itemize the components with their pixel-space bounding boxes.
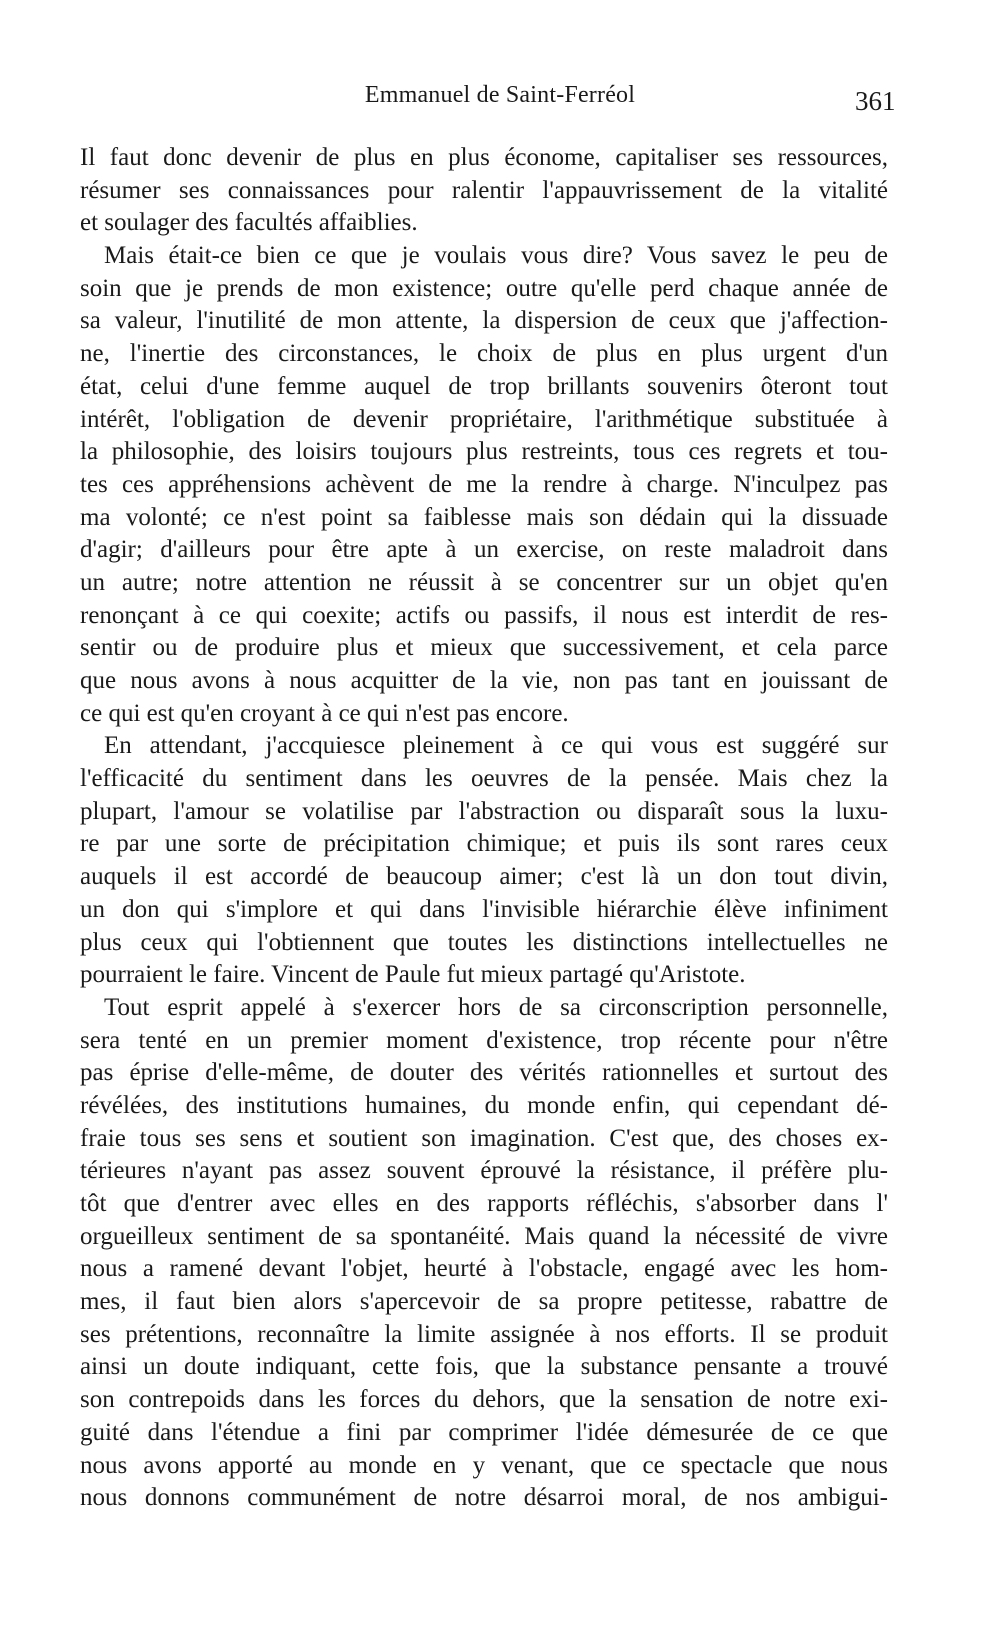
text-line: tes ces appréhensions achèvent de me la rendre à charge. N'inculpez pas: [80, 470, 888, 498]
text-line: pas éprise d'elle-même, de douter des vérités rationnelles et surtout des: [80, 1059, 888, 1087]
text-line: mes, il faut bien alors s'apercevoir de sa propre petitesse, rabattre de: [80, 1288, 888, 1316]
text-line: son contrepoids dans les forces du dehors, que la sensation de notre exi-: [80, 1386, 888, 1414]
text-line: pourraient le faire. Vincent de Paule fut mieux partagé qu'Aristote.: [80, 961, 746, 989]
text-line: d'agir; d'ailleurs pour être apte à un exercise, on reste maladroit dans: [80, 536, 888, 564]
text-line: révélées, des institutions humaines, du monde enfin, qui cependant dé-: [80, 1091, 888, 1119]
body-text: [80, 142, 888, 1515]
text-line: re par une sorte de précipitation chimique; et puis ils sont rares ceux: [80, 830, 888, 858]
running-head: [0, 82, 1000, 118]
text-line: Tout esprit appelé à s'exercer hors de sa circonscription personnelle,: [104, 993, 888, 1021]
text-line: sentir ou de produire plus et mieux que successivement, et cela parce: [80, 634, 888, 662]
text-line: tôt que d'entrer avec elles en des rapports réfléchis, s'absorber dans l': [80, 1190, 888, 1217]
text-line: En attendant, j'accquiesce pleinement à ce qui vous est suggéré sur: [104, 732, 888, 760]
text-line: sera tenté en un premier moment d'existence, trop récente pour n'être: [80, 1026, 888, 1054]
text-line: que nous avons à nous acquitter de la vie, non pas tant en jouissant de: [80, 667, 888, 694]
text-line: térieures n'ayant pas assez souvent éprouvé la résistance, il préfère plu-: [80, 1157, 888, 1185]
text-line: ce qui est qu'en croyant à ce qui n'est pas encore.: [80, 699, 569, 727]
text-line: Mais était-ce bien ce que je voulais vous dire? Vous savez le peu de: [104, 242, 888, 270]
text-line: un don qui s'implore et qui dans l'invisible hiérarchie élève infiniment: [80, 895, 888, 923]
page-number: 361: [855, 86, 896, 116]
text-line: nous a ramené devant l'objet, heurté à l'obstacle, engagé avec les hom-: [80, 1255, 888, 1283]
text-line: ma volonté; ce n'est point sa faiblesse mais son dédain qui la dissuade: [80, 503, 888, 531]
text-line: nous avons apporté au monde en y venant, que ce spectacle que nous: [80, 1451, 888, 1479]
text-line: sa valeur, l'inutilité de mon attente, la dispersion de ceux que j'affection-: [80, 307, 888, 335]
text-line: fraie tous ses sens et soutient son imagination. C'est que, des choses ex-: [80, 1124, 888, 1152]
text-line: plus ceux qui l'obtiennent que toutes les distinctions intellectuelles ne: [80, 928, 888, 956]
text-line: soin que je prends de mon existence; outre qu'elle perd chaque année de: [80, 274, 888, 302]
text-line: résumer ses connaissances pour ralentir l'appauvrissement de la vitalité: [80, 176, 888, 204]
text-line: état, celui d'une femme auquel de trop brillants souvenirs ôteront tout: [80, 372, 888, 400]
text-line: orgueilleux sentiment de sa spontanéité. Mais quand la nécessité de vivre: [80, 1222, 888, 1250]
text-line: la philosophie, des loisirs toujours plus restreints, tous ces regrets et tou-: [80, 438, 888, 466]
text-line: l'efficacité du sentiment dans les oeuvres de la pensée. Mais chez la: [80, 765, 888, 793]
text-line: un autre; notre attention ne réussit à se concentrer sur un objet qu'en: [80, 568, 888, 596]
text-line: et soulager des facultés affaiblies.: [80, 209, 418, 237]
text-line: nous donnons communément de notre désarroi moral, de nos ambigui-: [80, 1484, 888, 1512]
text-line: intérêt, l'obligation de devenir propriétaire, l'arithmétique substituée à: [80, 405, 888, 433]
text-line: guité dans l'étendue a fini par comprimer l'idée démesurée de ce que: [80, 1418, 888, 1446]
text-line: ses prétentions, reconnaître la limite assignée à nos efforts. Il se produit: [80, 1320, 888, 1348]
text-line: Il faut donc devenir de plus en plus économe, capitaliser ses ressources,: [80, 144, 888, 171]
text-line: plupart, l'amour se volatilise par l'abstraction ou disparaît sous la luxu-: [80, 797, 888, 825]
text-line: ainsi un doute indiquant, cette fois, que la substance pensante a trouvé: [80, 1353, 888, 1381]
running-title: Emmanuel de Saint-Ferréol: [364, 82, 636, 108]
text-line: ne, l'inertie des circonstances, le choix de plus en plus urgent d'un: [80, 340, 888, 368]
text-line: auquels il est accordé de beaucoup aimer; c'est là un don tout divin,: [80, 863, 888, 891]
text-line: renonçant à ce qui coexite; actifs ou passifs, il nous est interdit de res-: [80, 601, 888, 629]
